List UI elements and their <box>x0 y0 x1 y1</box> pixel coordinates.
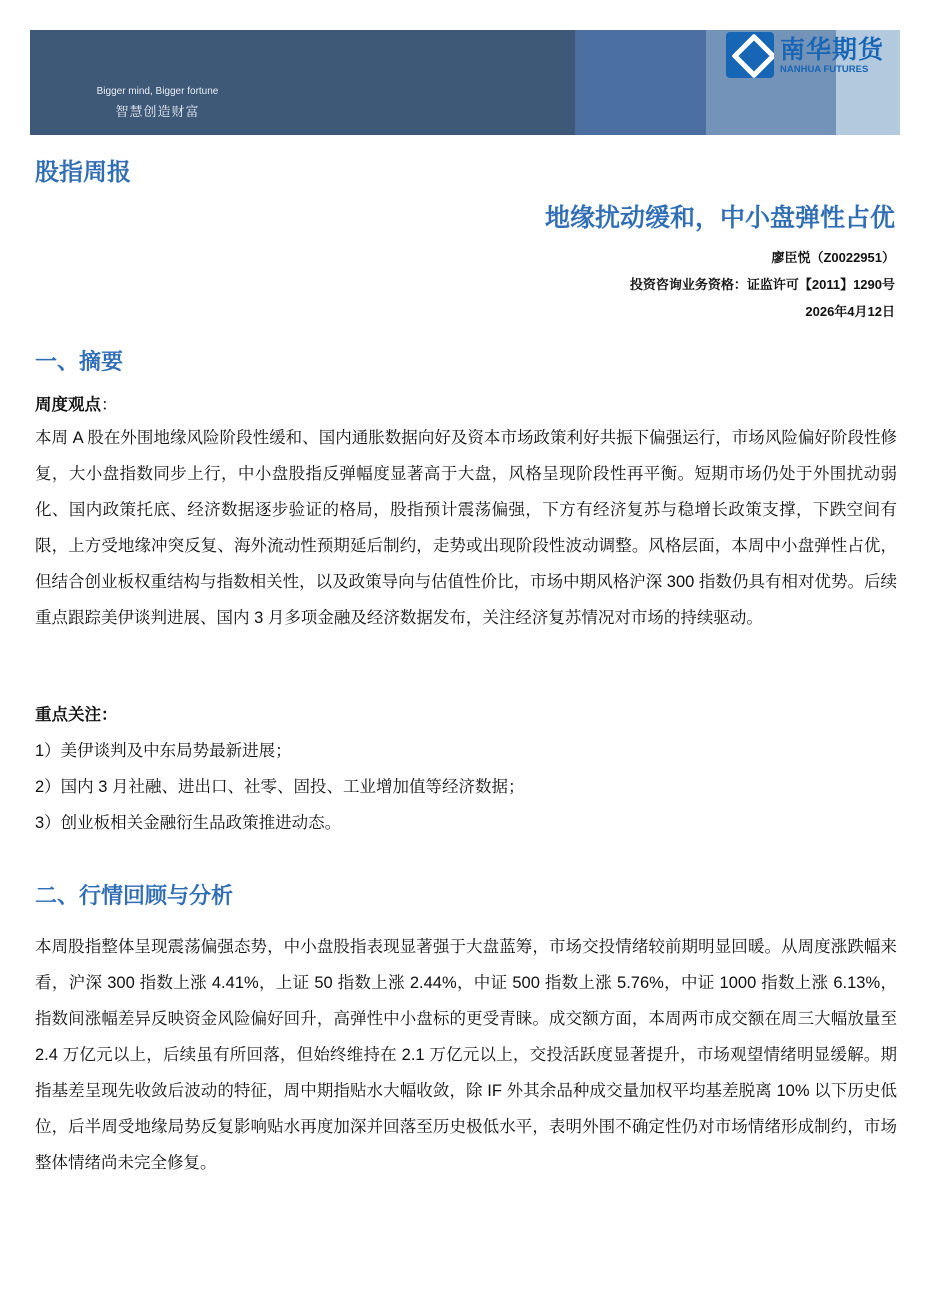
view-label-row <box>35 391 118 415</box>
weekly-view-paragraph: 本周 A 股在外围地缘风险阶段性缓和、国内通胀数据向好及资本市场政策利好共振下偏强运行，市场风险偏好阶段性修复，大小盘指数同步上行，中小盘股指反弹幅度显著高于大盘，风格呈现阶段性再平衡。短期市场仍处于外围扰动弱化、国内政策托底、经济数据逐步验证的格局，股指预计震荡偏强，下方有经济复苏与稳增长政策支撑，下跌空间有限，上方受地缘冲突反复、海外流动性预期延后制约，走势或出现阶段性波动调整。风格层面，本周中小盘弹性占优，但结合创业板权重结构与指数相关性，以及政策导向与估值性价比，市场中期风格沪深 300 指数仍具有相对优势。后续重点跟踪美伊谈判进展、国内 3 月多项金融及经济数据发布，关注经济复苏情况对市场的持续驱动。 <box>35 429 897 627</box>
slogan <box>30 86 285 120</box>
logo-icon <box>726 32 774 78</box>
report-title: 地缘扰动缓和，中小盘弹性占优 <box>544 204 895 232</box>
slogan-en: Bigger mind, Bigger fortune <box>96 86 219 97</box>
section-heading-summary: 一、摘要 <box>35 349 124 374</box>
focus-label: 重点关注： <box>35 706 118 724</box>
company-logo <box>726 32 884 78</box>
view-colon: ： <box>101 396 118 414</box>
license: 投资咨询业务资格：证监许可【2011】1290号 <box>629 277 895 292</box>
report-date: 2026年4月12日 <box>805 304 895 319</box>
author: 廖臣悦（Z0022951） <box>771 250 895 265</box>
banner-main <box>30 30 575 135</box>
slogan-cn: 智慧创造财富 <box>115 104 200 119</box>
report-kind: 股指周报 <box>35 159 131 186</box>
banner-stripe <box>575 30 706 135</box>
review-paragraph: 本周股指整体呈现震荡偏强态势，中小盘股指表现显著强于大盘蓝筹，市场交投情绪较前期明显回暖。从周度涨跌幅来看，沪深 300 指数上涨 4.41%，上证 50 指数上涨 2.44%，中证 500 指数上涨 5.76%，中证 1000 指数上涨 6.13%，指数间涨幅差异反映资金风险偏好回升，高弹性中小盘标的更受青睐。成交额方面，本周两市成交额在周三大幅放量至 2.4 万亿元以上，后续虽有所回落，但始终维持在 2.1 万亿元以上，交投活跃度显著提升，市场观望情绪明显缓解。期指基差呈现先收敛后波动的特征，周中期指贴水大幅收敛，除 IF 外其余品种成交量加权平均基差脱离 10% 以下历史低位，后半周受地缘局势反复影响贴水再度加深并回落至历史极低水平，表明外围不确定性仍对市场情绪形成制约，市场整体情绪尚未完全修复。 <box>35 938 897 1172</box>
focus-item: 3）创业板相关金融衍生品政策推进动态。 <box>35 814 342 832</box>
view-label: 周度观点 <box>35 396 101 414</box>
logo-en: NANHUA FUTURES <box>780 63 869 75</box>
focus-item: 2）国内 3 月社融、进出口、社零、固投、工业增加值等经济数据； <box>35 778 525 796</box>
focus-item: 1）美伊谈判及中东局势最新进展； <box>35 742 292 760</box>
logo-cn: 南华期货 <box>780 35 885 64</box>
section-heading-review: 二、行情回顾与分析 <box>35 883 234 908</box>
